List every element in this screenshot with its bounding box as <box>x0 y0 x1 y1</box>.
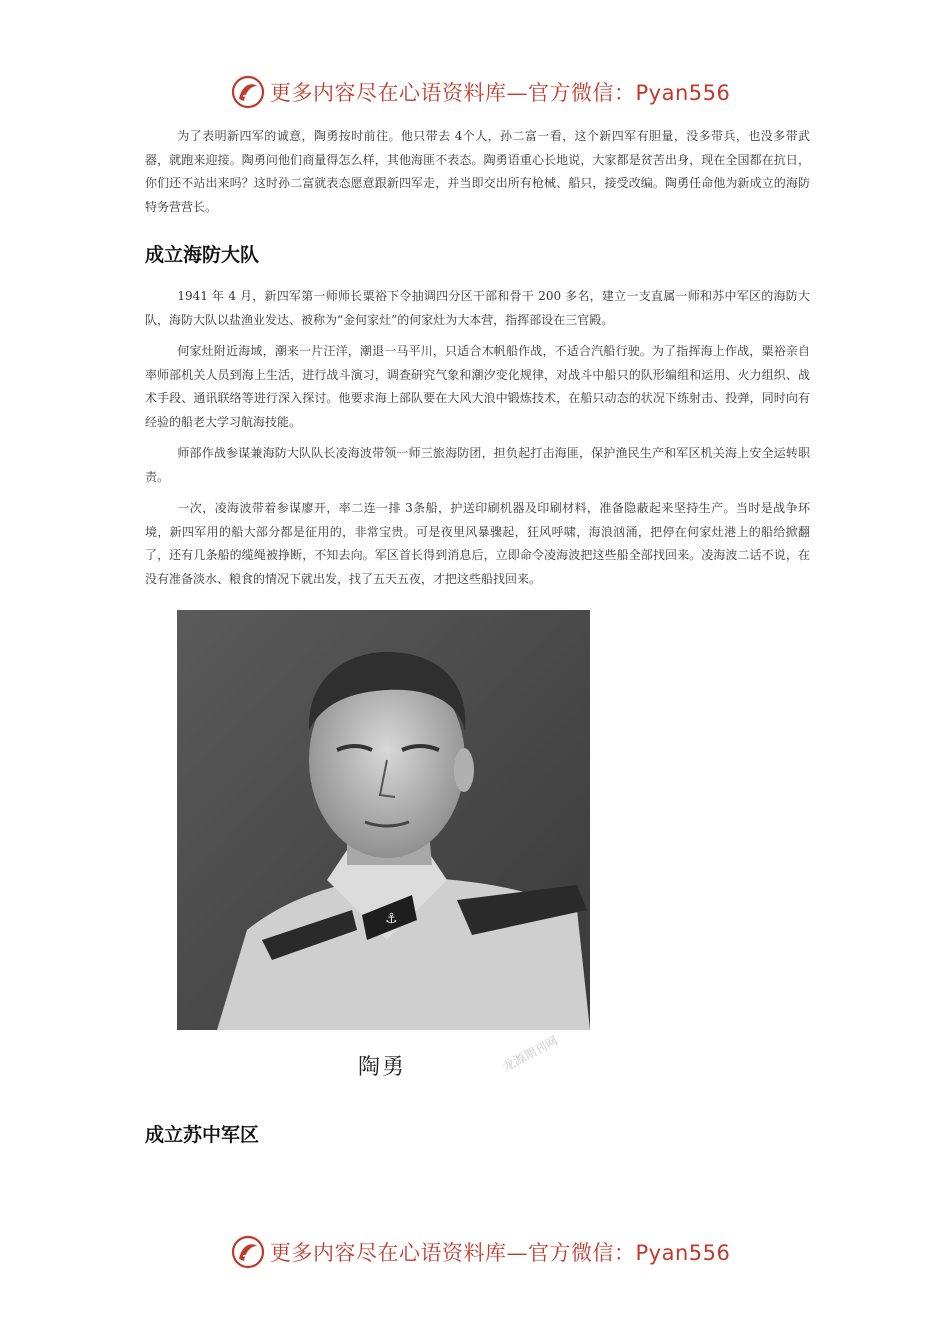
wechat-id: Pyan556 <box>635 81 731 105</box>
article-body-top <box>145 125 810 227</box>
banner-text: 更多内容尽在心语资料库—官方微信：Pyan556 <box>270 81 731 105</box>
section-heading: 成立苏中军区 <box>145 1124 260 1146</box>
section-heading: 成立海防大队 <box>145 244 260 266</box>
portrait-photo <box>177 610 590 1030</box>
wechat-id: Pyan556 <box>635 1241 731 1265</box>
paragraph: 1941 年 4 月，新四军第一师师长粟裕下令抽调四分区干部和骨干 200 多名，建立一支直属一师和苏中军区的海防大队，海防大队以盐渔业发达、被称为“金何家灶”的何家灶为大本营，指挥部设在三官殿。 <box>145 289 810 327</box>
brand-logo-icon <box>230 74 266 110</box>
svg-text:⚓: ⚓ <box>385 911 398 927</box>
header-banner <box>0 70 950 114</box>
banner-text: 更多内容尽在心语资料库—官方微信：Pyan556 <box>270 1241 731 1265</box>
photo-watermark: 龙源期刊网 <box>500 1033 561 1075</box>
portrait-illustration <box>177 610 590 1030</box>
paragraph: 师部作战参谋兼海防大队队长凌海波带领一师三旅海防团，担负起打击海匪，保护渔民生产和军区机关海上安全运转职责。 <box>145 446 810 484</box>
brand-logo-icon <box>230 1234 266 1270</box>
paragraph: 何家灶附近海域，潮来一片汪洋，潮退一马平川，只适合木帆船作战，不适合汽船行驶。为了指挥海上作战，粟裕亲自率师部机关人员到海上生活，进行战斗演习，调查研究气象和潮汐变化规律，对战斗中船只的队形编组和运用、火力组织、战术手段、通讯联络等进行深入探讨。他要求海上部队要在大风大浪中锻炼技术，在船只动态的状况下练射击、投弹，同时向有经验的船老大学习航海技能。 <box>145 344 810 429</box>
article-body-mid <box>145 285 810 599</box>
photo-caption: 陶勇 <box>358 1055 407 1080</box>
footer-banner <box>0 1230 950 1274</box>
paragraph: 为了表明新四军的诚意，陶勇按时前往。他只带去 4个人，孙二富一看，这个新四军有胆量，没多带兵，也没多带武器，就跑来迎接。陶勇问他们商量得怎么样，其他海匪不表态。陶勇语重心长地说，大家都是贫苦出身，现在全国都在抗日，你们还不站出来吗？这时孙二富就表态愿意跟新四军走，并当即交出所有枪械、船只，接受改编。陶勇任命他为新成立的海防特务营营长。 <box>145 129 810 214</box>
paragraph: 一次，凌海波带着参谋廖开，率二连一排 3条船，护送印刷机器及印刷材料，准备隐蔽起来坚持生产。当时是战争环境，新四军用的船大部分都是征用的，非常宝贵。可是夜里风暴骤起，狂风呼啸，海浪汹涌，把停在何家灶港上的船给掀翻了，还有几条船的缆绳被挣断，不知去向。军区首长得到消息后，立即命令凌海波把这些船全部找回来。凌海波二话不说，在没有准备淡水、粮食的情况下就出发，找了五天五夜，才把这些船找回来。 <box>145 501 810 586</box>
